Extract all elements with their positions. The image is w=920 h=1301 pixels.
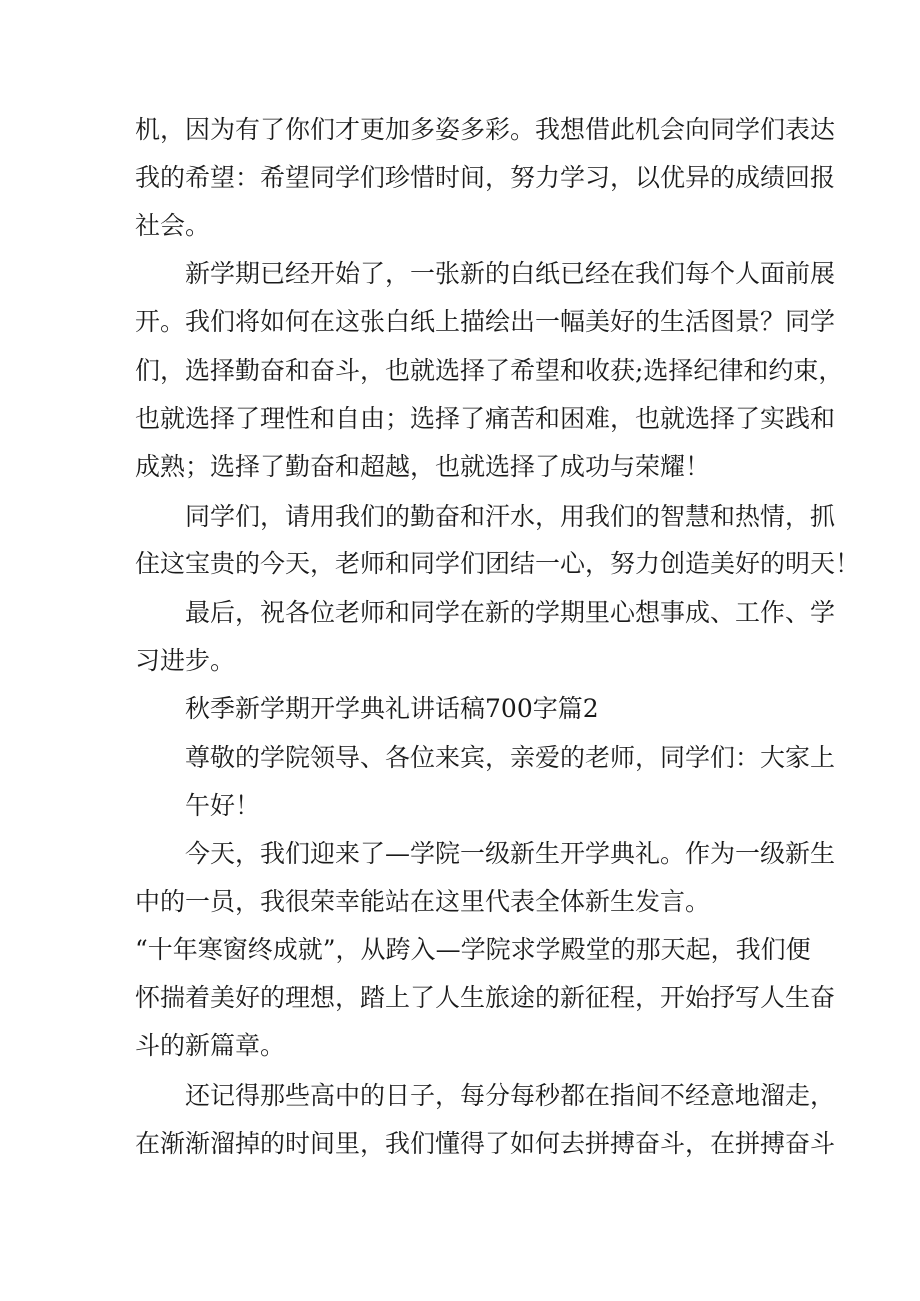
text-line: 今天，我们迎来了—学院一级新生开学典礼。作为一级新生 xyxy=(185,839,836,868)
text-line: 我的希望：希望同学们珍惜时间，努力学习，以优异的成绩回报 xyxy=(135,163,836,192)
text-line: 斗的新篇章。 xyxy=(135,1031,286,1060)
text-line: 还记得那些高中的日子，每分每秒都在指间不经意地溜走， xyxy=(185,1081,836,1110)
text-line: 在渐渐溜掉的时间里，我们懂得了如何去拼搏奋斗，在拼搏奋斗 xyxy=(135,1129,836,1158)
text-line: 最后，祝各位老师和同学在新的学期里心想事成、工作、学 xyxy=(185,598,836,627)
section-heading: 秋季新学期开学典礼讲话稿700字篇2 xyxy=(185,694,599,723)
text-line: 开。我们将如何在这张白纸上描绘出一幅美好的生活图景？同学 xyxy=(135,307,836,336)
text-line: 尊敬的学院领导、各位来宾，亲爱的老师，同学们：大家上 xyxy=(185,743,836,772)
text-line: 机，因为有了你们才更加多姿多彩。我想借此机会向同学们表达 xyxy=(135,115,836,144)
text-line: 住这宝贵的今天，老师和同学们团结一心，努力创造美好的明天！ xyxy=(135,549,861,578)
text-line: 成熟；选择了勤奋和超越，也就选择了成功与荣耀！ xyxy=(135,452,711,481)
text-line: 同学们，请用我们的勤奋和汗水，用我们的智慧和热情，抓 xyxy=(185,502,836,531)
text-line: 也就选择了理性和自由；选择了痛苦和困难，也就选择了实践和 xyxy=(135,404,836,433)
text-line: 习进步。 xyxy=(135,646,236,675)
text-line: 们，选择勤奋和奋斗，也就选择了希望和收获;选择纪律和约束， xyxy=(135,356,844,385)
text-line: “十年寒窗终成就”，从跨入—学院求学殿堂的那天起，我们便 xyxy=(135,935,811,964)
text-line: 怀揣着美好的理想，踏上了人生旅途的新征程，开始抒写人生奋 xyxy=(135,983,836,1012)
text-line: 新学期已经开始了，一张新的白纸已经在我们每个人面前展 xyxy=(185,259,836,288)
text-line: 午好！ xyxy=(185,791,261,820)
text-line: 社会。 xyxy=(135,211,211,240)
text-line: 中的一员，我很荣幸能站在这里代表全体新生发言。 xyxy=(135,887,711,916)
